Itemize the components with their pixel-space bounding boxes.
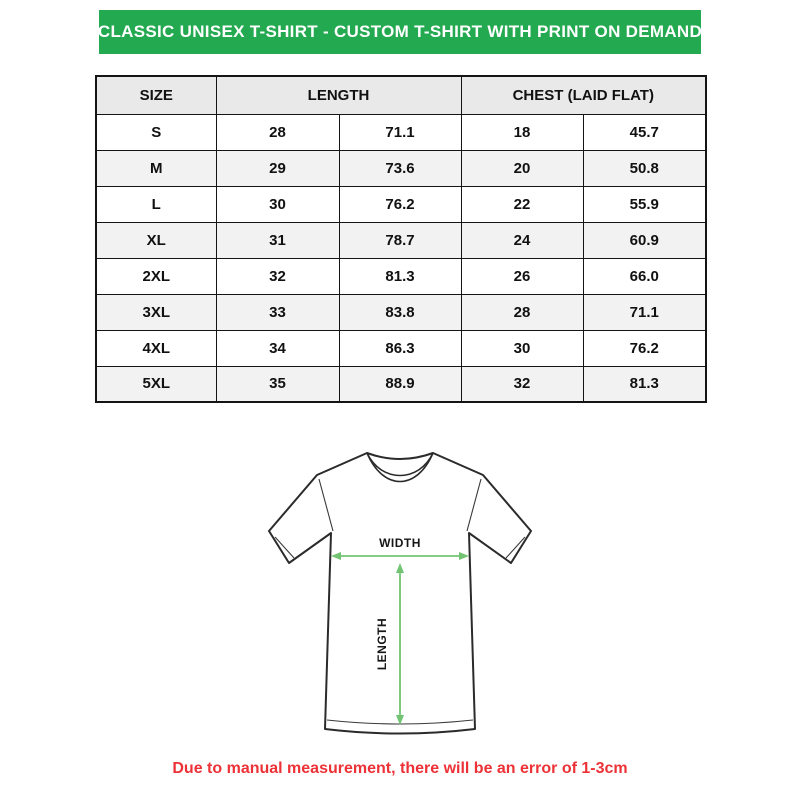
length-in-cell: 33	[216, 294, 339, 330]
length-in-cell: 34	[216, 330, 339, 366]
chest-cm-cell: 55.9	[583, 186, 706, 222]
chest-in-cell: 24	[461, 222, 583, 258]
table-row	[96, 114, 706, 150]
chest-in-cell: 28	[461, 294, 583, 330]
length-in-cell: 30	[216, 186, 339, 222]
length-cm-cell: 76.2	[339, 186, 461, 222]
table-header-row	[96, 76, 706, 114]
size-cell: 4XL	[96, 330, 216, 366]
chest-cm-cell: 60.9	[583, 222, 706, 258]
table-row	[96, 258, 706, 294]
chest-cm-cell: 76.2	[583, 330, 706, 366]
chest-cm-cell: 66.0	[583, 258, 706, 294]
size-cell: L	[96, 186, 216, 222]
length-cm-cell: 81.3	[339, 258, 461, 294]
size-cell: 3XL	[96, 294, 216, 330]
table-row	[96, 366, 706, 402]
chest-in-cell: 26	[461, 258, 583, 294]
length-in-cell: 29	[216, 150, 339, 186]
size-cell: XL	[96, 222, 216, 258]
size-chart-table	[95, 75, 707, 403]
measurement-note: Due to manual measurement, there will be an error of 1-3cm	[172, 760, 628, 777]
chest-cm-cell: 45.7	[583, 114, 706, 150]
table-row	[96, 186, 706, 222]
table-row	[96, 330, 706, 366]
length-cm-cell: 71.1	[339, 114, 461, 150]
tshirt-measurement-diagram	[250, 438, 550, 750]
chest-cm-cell: 81.3	[583, 366, 706, 402]
size-cell: 2XL	[96, 258, 216, 294]
page-title: CLASSIC UNISEX T-SHIRT - CUSTOM T-SHIRT WITH PRINT ON DEMAND	[97, 22, 703, 41]
table-row	[96, 294, 706, 330]
chest-cm-cell: 50.8	[583, 150, 706, 186]
size-cell: 5XL	[96, 366, 216, 402]
table-row	[96, 222, 706, 258]
chest-in-cell: 18	[461, 114, 583, 150]
length-in-cell: 28	[216, 114, 339, 150]
tshirt-diagram-svg	[250, 438, 550, 750]
title-banner	[99, 10, 701, 54]
chest-in-cell: 32	[461, 366, 583, 402]
width-label: WIDTH	[379, 536, 421, 550]
length-cm-cell: 88.9	[339, 366, 461, 402]
length-cm-cell: 83.8	[339, 294, 461, 330]
chest-cm-cell: 71.1	[583, 294, 706, 330]
length-in-cell: 35	[216, 366, 339, 402]
chest-in-cell: 20	[461, 150, 583, 186]
chest-in-cell: 22	[461, 186, 583, 222]
length-cm-cell: 73.6	[339, 150, 461, 186]
length-cm-cell: 86.3	[339, 330, 461, 366]
size-cell: S	[96, 114, 216, 150]
length-in-cell: 32	[216, 258, 339, 294]
col-header-chest: CHEST (LAID FLAT)	[461, 76, 706, 114]
table-row	[96, 150, 706, 186]
length-label: LENGTH	[375, 617, 389, 671]
size-cell: M	[96, 150, 216, 186]
col-header-length: LENGTH	[216, 76, 461, 114]
length-in-cell: 31	[216, 222, 339, 258]
chest-in-cell: 30	[461, 330, 583, 366]
col-header-size: SIZE	[96, 76, 216, 114]
length-cm-cell: 78.7	[339, 222, 461, 258]
